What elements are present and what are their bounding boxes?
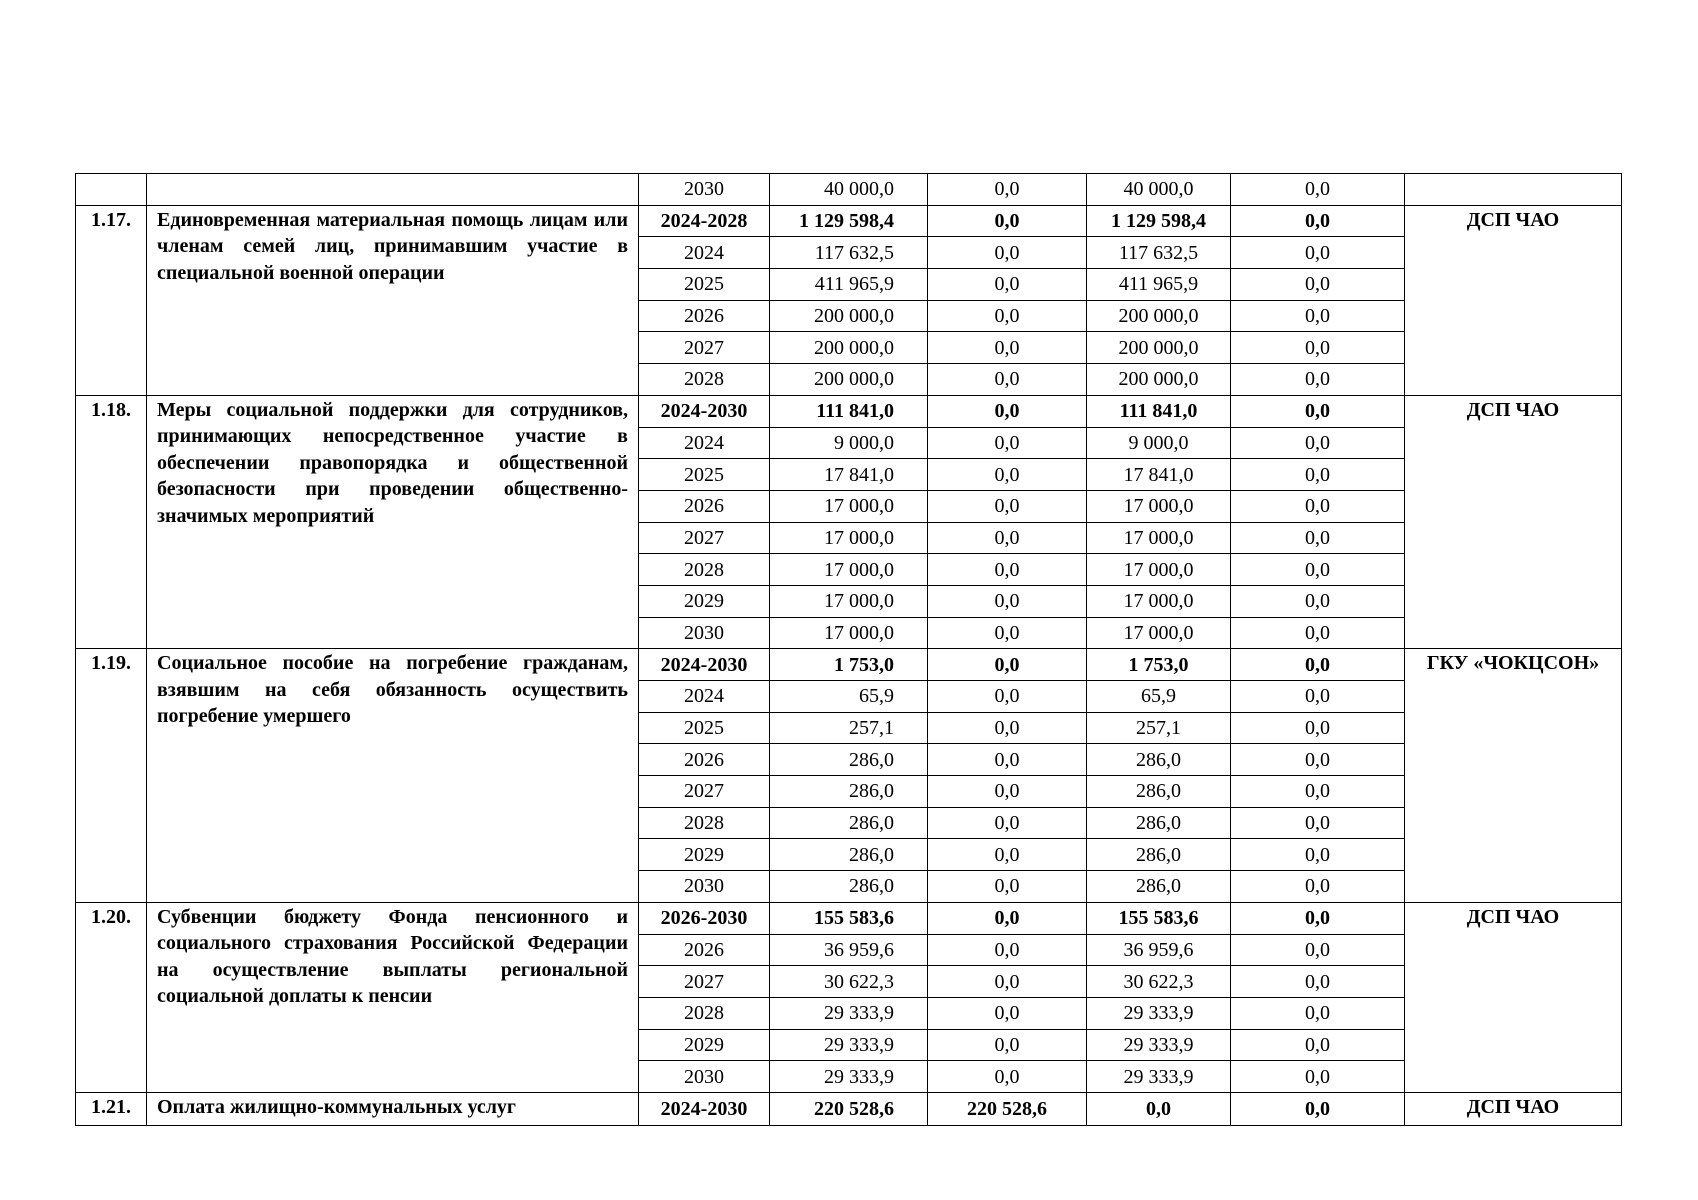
funding-cell: 0,0 [928, 744, 1087, 776]
year-cell: 2026-2030 [639, 902, 770, 934]
funding-cell: 200 000,0 [1087, 332, 1231, 364]
total-cell: 286,0 [770, 871, 928, 903]
funding-cell: 0,0 [928, 554, 1087, 586]
funding-cell: 0,0 [1231, 902, 1405, 934]
table-row [76, 395, 1622, 427]
funding-cell: 17 000,0 [1087, 585, 1231, 617]
year-cell: 2026 [639, 744, 770, 776]
year-cell: 2030 [639, 871, 770, 903]
funding-cell: 257,1 [1087, 712, 1231, 744]
funding-cell: 111 841,0 [1087, 395, 1231, 427]
funding-cell: 0,0 [928, 649, 1087, 681]
table-row [76, 649, 1622, 681]
year-cell: 2024 [639, 237, 770, 269]
item-description: Оплата жилищно-коммунальных услуг [147, 1092, 639, 1125]
year-cell: 2024 [639, 427, 770, 459]
year-cell: 2027 [639, 776, 770, 808]
executor: ДСП ЧАО [1405, 902, 1622, 1092]
budget-table [75, 173, 1622, 1126]
funding-cell: 9 000,0 [1087, 427, 1231, 459]
funding-cell: 0,0 [1231, 174, 1405, 206]
funding-cell: 0,0 [1231, 776, 1405, 808]
item-number: 1.21. [76, 1092, 147, 1125]
funding-cell: 0,0 [1231, 681, 1405, 713]
funding-cell: 0,0 [1231, 871, 1405, 903]
year-cell: 2029 [639, 839, 770, 871]
total-cell: 200 000,0 [770, 332, 928, 364]
executor: ГКУ «ЧОКЦСОН» [1405, 649, 1622, 903]
funding-cell: 0,0 [928, 395, 1087, 427]
funding-cell: 0,0 [1231, 1029, 1405, 1061]
executor-cell [1405, 174, 1622, 206]
funding-cell: 0,0 [928, 269, 1087, 301]
funding-cell: 29 333,9 [1087, 1061, 1231, 1093]
table-row [76, 205, 1622, 237]
funding-cell: 0,0 [928, 997, 1087, 1029]
funding-cell: 0,0 [1231, 427, 1405, 459]
funding-cell: 0,0 [1231, 237, 1405, 269]
year-cell: 2028 [639, 807, 770, 839]
funding-cell: 0,0 [928, 237, 1087, 269]
funding-cell: 1 753,0 [1087, 649, 1231, 681]
year-cell: 2030 [639, 174, 770, 206]
funding-cell: 0,0 [928, 807, 1087, 839]
funding-cell: 286,0 [1087, 807, 1231, 839]
total-cell: 30 622,3 [770, 966, 928, 998]
year-cell: 2024 [639, 681, 770, 713]
item-description: Социальное пособие на погребение гражданам, взявшим на себя обязанность осуществить погребение умершего [147, 649, 639, 903]
funding-cell: 0,0 [928, 681, 1087, 713]
funding-cell: 0,0 [1231, 522, 1405, 554]
item-description: Субвенции бюджету Фонда пенсионного и социального страхования Российской Федерации на осуществление выплаты региональной социальной доплаты к пенсии [147, 902, 639, 1092]
year-cell: 2029 [639, 1029, 770, 1061]
total-cell: 286,0 [770, 776, 928, 808]
funding-cell: 0,0 [928, 427, 1087, 459]
year-cell: 2027 [639, 522, 770, 554]
funding-cell: 200 000,0 [1087, 364, 1231, 396]
table-row [76, 902, 1622, 934]
total-cell: 155 583,6 [770, 902, 928, 934]
table-body [76, 174, 1622, 1126]
funding-cell: 0,0 [928, 490, 1087, 522]
total-cell: 1 129 598,4 [770, 205, 928, 237]
funding-cell: 17 000,0 [1087, 554, 1231, 586]
table-row [76, 1092, 1622, 1125]
funding-cell: 0,0 [928, 966, 1087, 998]
funding-cell: 0,0 [1231, 807, 1405, 839]
total-cell: 411 965,9 [770, 269, 928, 301]
item-number: 1.17. [76, 205, 147, 395]
funding-cell: 117 632,5 [1087, 237, 1231, 269]
funding-cell: 0,0 [928, 902, 1087, 934]
funding-cell: 29 333,9 [1087, 1029, 1231, 1061]
funding-cell: 0,0 [928, 934, 1087, 966]
item-description: Меры социальной поддержки для сотрудников, принимающих непосредственное участие в обеспечении правопорядка и общественной безопасности при проведении общественно-значимых мероприятий [147, 395, 639, 649]
funding-cell: 0,0 [1231, 839, 1405, 871]
total-cell: 65,9 [770, 681, 928, 713]
year-cell: 2029 [639, 585, 770, 617]
funding-cell: 0,0 [1231, 459, 1405, 491]
funding-cell: 286,0 [1087, 871, 1231, 903]
funding-cell: 0,0 [1231, 997, 1405, 1029]
total-cell: 17 000,0 [770, 585, 928, 617]
total-cell: 220 528,6 [770, 1092, 928, 1125]
year-cell: 2030 [639, 617, 770, 649]
total-cell: 286,0 [770, 807, 928, 839]
total-cell: 17 000,0 [770, 617, 928, 649]
item-description-cell [147, 174, 639, 206]
funding-cell: 0,0 [928, 776, 1087, 808]
total-cell: 17 841,0 [770, 459, 928, 491]
funding-cell: 65,9 [1087, 681, 1231, 713]
total-cell: 17 000,0 [770, 490, 928, 522]
funding-cell: 0,0 [1231, 269, 1405, 301]
funding-cell: 0,0 [1087, 1092, 1231, 1125]
total-cell: 17 000,0 [770, 522, 928, 554]
funding-cell: 0,0 [1231, 364, 1405, 396]
total-cell: 29 333,9 [770, 1029, 928, 1061]
funding-cell: 0,0 [1231, 966, 1405, 998]
total-cell: 29 333,9 [770, 1061, 928, 1093]
year-cell: 2027 [639, 966, 770, 998]
total-cell: 286,0 [770, 839, 928, 871]
item-number: 1.19. [76, 649, 147, 903]
year-cell: 2025 [639, 712, 770, 744]
funding-cell: 220 528,6 [928, 1092, 1087, 1125]
funding-cell: 17 000,0 [1087, 617, 1231, 649]
funding-cell: 0,0 [1231, 934, 1405, 966]
funding-cell: 0,0 [1231, 300, 1405, 332]
year-cell: 2024-2028 [639, 205, 770, 237]
year-cell: 2025 [639, 269, 770, 301]
funding-cell: 286,0 [1087, 744, 1231, 776]
year-cell: 2026 [639, 300, 770, 332]
total-cell: 1 753,0 [770, 649, 928, 681]
funding-cell: 0,0 [928, 205, 1087, 237]
funding-cell: 0,0 [1231, 649, 1405, 681]
funding-cell: 0,0 [928, 1061, 1087, 1093]
funding-cell: 0,0 [1231, 585, 1405, 617]
total-cell: 29 333,9 [770, 997, 928, 1029]
total-cell: 17 000,0 [770, 554, 928, 586]
funding-cell: 17 000,0 [1087, 490, 1231, 522]
funding-cell: 0,0 [928, 712, 1087, 744]
year-cell: 2028 [639, 364, 770, 396]
funding-cell: 411 965,9 [1087, 269, 1231, 301]
total-cell: 117 632,5 [770, 237, 928, 269]
funding-cell: 0,0 [928, 617, 1087, 649]
total-cell: 40 000,0 [770, 174, 928, 206]
funding-cell: 17 000,0 [1087, 522, 1231, 554]
executor: ДСП ЧАО [1405, 205, 1622, 395]
funding-cell: 0,0 [1231, 712, 1405, 744]
total-cell: 111 841,0 [770, 395, 928, 427]
year-cell: 2024-2030 [639, 395, 770, 427]
item-description: Единовременная материальная помощь лицам или членам семей лиц, принимавшим участие в специальной военной операции [147, 205, 639, 395]
executor: ДСП ЧАО [1405, 395, 1622, 649]
table-row [76, 174, 1622, 206]
funding-cell: 36 959,6 [1087, 934, 1231, 966]
funding-cell: 0,0 [928, 459, 1087, 491]
funding-cell: 0,0 [928, 174, 1087, 206]
funding-cell: 0,0 [928, 839, 1087, 871]
funding-cell: 29 333,9 [1087, 997, 1231, 1029]
total-cell: 286,0 [770, 744, 928, 776]
total-cell: 200 000,0 [770, 300, 928, 332]
funding-cell: 0,0 [928, 364, 1087, 396]
funding-cell: 17 841,0 [1087, 459, 1231, 491]
year-cell: 2026 [639, 490, 770, 522]
funding-cell: 0,0 [928, 332, 1087, 364]
funding-cell: 0,0 [928, 585, 1087, 617]
funding-cell: 0,0 [1231, 744, 1405, 776]
year-cell: 2024-2030 [639, 649, 770, 681]
funding-cell: 0,0 [1231, 1092, 1405, 1125]
total-cell: 257,1 [770, 712, 928, 744]
funding-cell: 0,0 [1231, 205, 1405, 237]
item-number: 1.20. [76, 902, 147, 1092]
funding-cell: 200 000,0 [1087, 300, 1231, 332]
executor: ДСП ЧАО [1405, 1092, 1622, 1125]
year-cell: 2030 [639, 1061, 770, 1093]
total-cell: 9 000,0 [770, 427, 928, 459]
funding-cell: 0,0 [928, 871, 1087, 903]
funding-cell: 286,0 [1087, 776, 1231, 808]
year-cell: 2026 [639, 934, 770, 966]
funding-cell: 0,0 [1231, 490, 1405, 522]
funding-cell: 0,0 [1231, 554, 1405, 586]
funding-cell: 0,0 [928, 300, 1087, 332]
year-cell: 2024-2030 [639, 1092, 770, 1125]
funding-cell: 0,0 [1231, 395, 1405, 427]
funding-cell: 0,0 [1231, 617, 1405, 649]
item-number-cell [76, 174, 147, 206]
total-cell: 200 000,0 [770, 364, 928, 396]
funding-cell: 0,0 [928, 1029, 1087, 1061]
item-number: 1.18. [76, 395, 147, 649]
funding-cell: 40 000,0 [1087, 174, 1231, 206]
funding-cell: 155 583,6 [1087, 902, 1231, 934]
funding-cell: 0,0 [1231, 1061, 1405, 1093]
funding-cell: 286,0 [1087, 839, 1231, 871]
funding-cell: 1 129 598,4 [1087, 205, 1231, 237]
total-cell: 36 959,6 [770, 934, 928, 966]
funding-cell: 30 622,3 [1087, 966, 1231, 998]
year-cell: 2028 [639, 554, 770, 586]
year-cell: 2027 [639, 332, 770, 364]
year-cell: 2025 [639, 459, 770, 491]
funding-cell: 0,0 [928, 522, 1087, 554]
funding-cell: 0,0 [1231, 332, 1405, 364]
year-cell: 2028 [639, 997, 770, 1029]
